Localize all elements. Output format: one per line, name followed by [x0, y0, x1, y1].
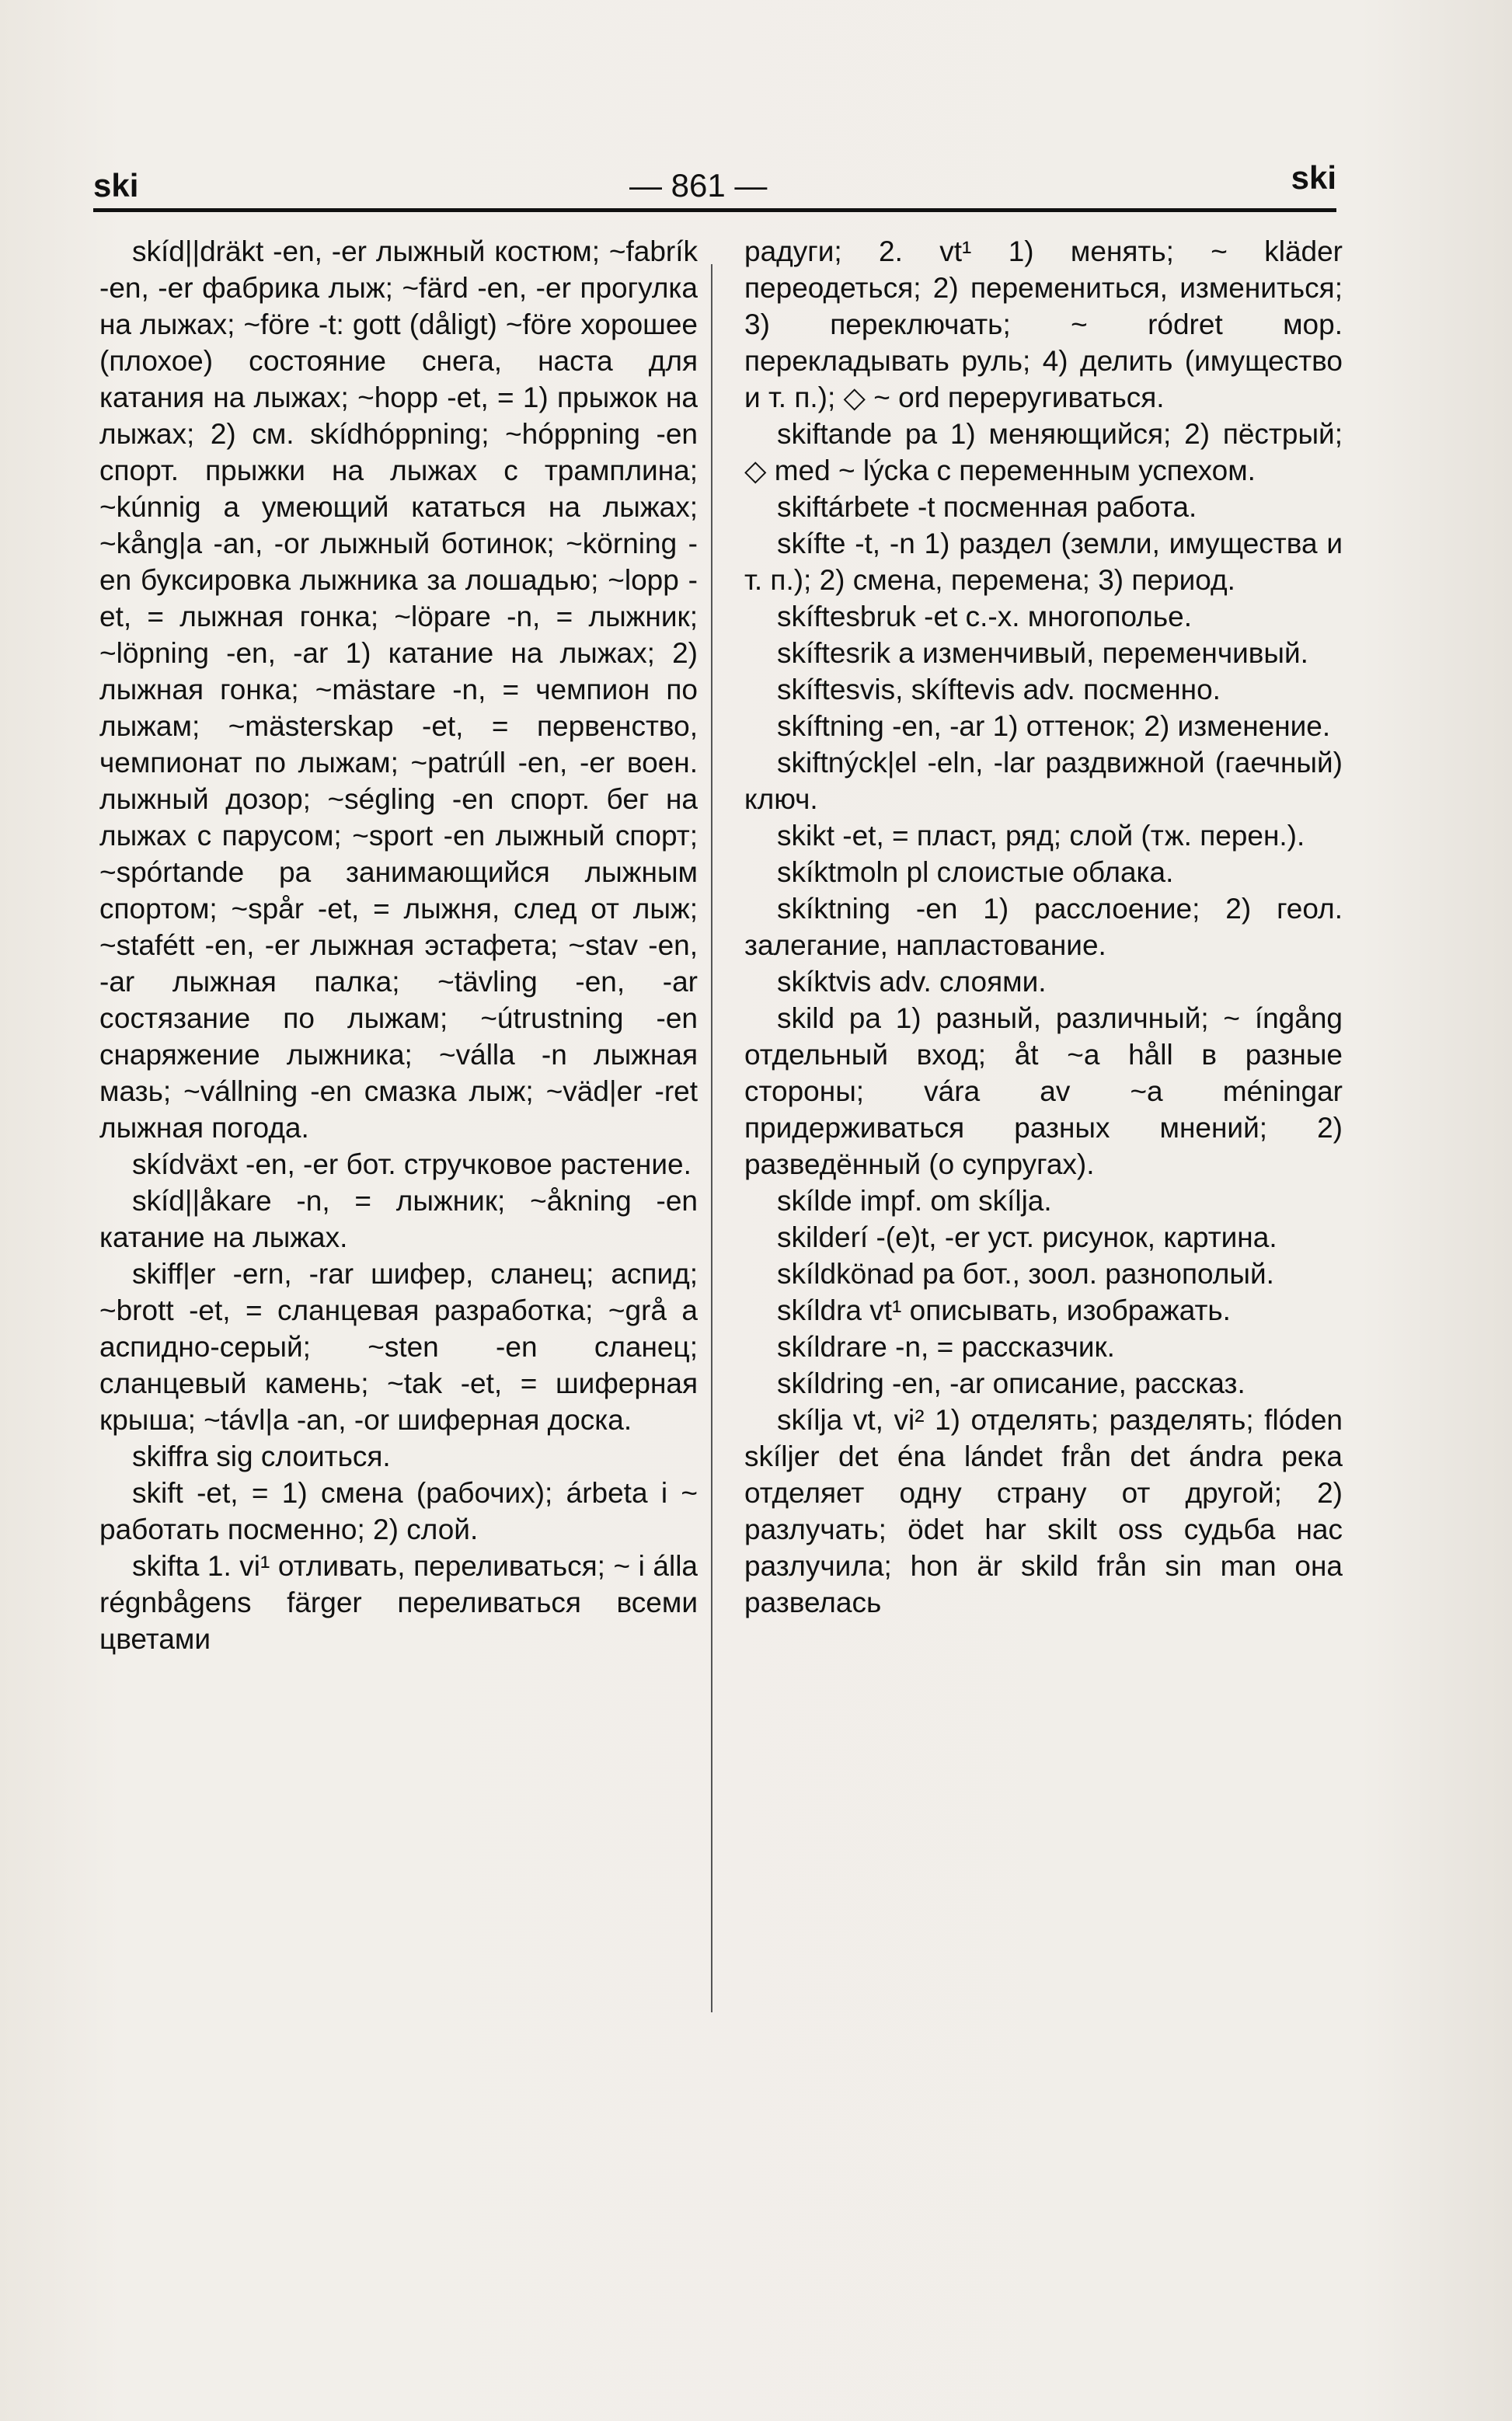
entry: skíftesbruk -et с.-х. многополье.: [777, 601, 1193, 632]
entry: skiff|er -ern, -rar шифер, сланец; аспид; ~brott -et, = сланцевая разработка; ~grå a аспидно-серый; ~sten -en сланец; сланцевый камень; ~tak -et, = шиферная крыша; ~távl|a -an, -or шиферная доска.: [99, 1258, 698, 1436]
entry: skíftesrik a изменчивый, переменчивый.: [777, 637, 1308, 669]
entry: skílde impf. om skílja.: [777, 1185, 1052, 1217]
left-column: [99, 233, 698, 1657]
entry: skiftárbete -t посменная работа.: [777, 491, 1197, 523]
page-header: [93, 152, 1336, 206]
header-rule: [93, 208, 1336, 212]
entry: skíldra vt¹ описывать, изображать.: [777, 1294, 1231, 1326]
entry: skíd||åkare -n, = лыжник; ~åkning -en катание на лыжах.: [99, 1185, 698, 1253]
entry: skílja vt, vi² 1) отделять; разделять; flóden skíljer det éna lándet från det ándra река отделяет одну страну от другой; 2) разлучать; ödet har skilt oss судьба нас разлучила; hon är skild från sin man она развелась: [744, 1404, 1343, 1618]
column-divider: [711, 264, 712, 2012]
entry: skift -et, = 1) смена (рабочих); árbeta i ~ работать посменно; 2) слой.: [99, 1477, 698, 1545]
entry: skíldring -en, -ar описание, рассказ.: [777, 1367, 1245, 1399]
entry: skiftnýck|el -eln, -lar раздвижной (гаечный) ключ.: [744, 747, 1343, 815]
entry: skíftesvis, skíftevis adv. посменно.: [777, 674, 1221, 705]
entry: skíktning -en 1) расслоение; 2) геол. залегание, напластование.: [744, 893, 1343, 961]
page-number: — 861 —: [629, 167, 768, 204]
entry: skikt -et, = пласт, ряд; слой (тж. перен.).: [777, 820, 1305, 852]
right-column: [744, 233, 1343, 1621]
entry: skiftande pa 1) меняющийся; 2) пёстрый; ◇ med ~ lýcka с переменным успехом.: [744, 418, 1343, 486]
entry: skíktvis adv. слоями.: [777, 966, 1047, 998]
entry: skídväxt -en, -er бот. стручковое растение.: [132, 1148, 692, 1180]
entry: skíldrare -n, = рассказчик.: [777, 1331, 1115, 1363]
entry: skífte -t, -n 1) раздел (земли, имущества и т. п.); 2) смена, перемена; 3) период.: [744, 528, 1343, 596]
entry: skifta 1. vi¹ отливать, переливаться; ~ i álla régnbågens färger переливаться всеми цветами: [99, 1550, 698, 1655]
header-left-guide-word: ski: [93, 167, 139, 204]
entry: skíd||dräkt -en, -er лыжный костюм; ~fabrík -en, -er фабрика лыж; ~färd -en, -er прогулка на лыжах; ~före -t: gott (dåligt) ~före хорошее (плохое) состояние снега, наста для катания на лыжах; ~hopp -et, = 1) прыжок на лыжах; 2) см. skídhóppning; ~hóppning -en спорт. прыжки на лыжах с трамплина; ~kúnnig a умеющий кататься на лыжах; ~kång|a -an, -or лыжный ботинок; ~körning -en буксировка лыжника за лошадью; ~lopp -et, = лыжная гонка; ~löpare -n, = лыжник; ~löpning -en, -ar 1) катание на лыжах; 2) лыжная гонка; ~mästare -n, = чемпион по лыжам; ~mästerskap -et, = первенство, чемпионат по лыжам; ~patrúll -en, -er воен. лыжный дозор; ~ségling -en спорт. бег на лыжах с парусом; ~sport -en лыжный спорт; ~spórtande pa занимающийся лыжным спортом; ~spår -et, = лыжня, след от лыж; ~stafétt -en, -er лыжная эстафета; ~stav -en, -ar лыжная палка; ~tävling -en, -ar состязание по лыжам; ~útrustning -en снаряжение лыжника; ~válla -n лыжная мазь; ~vállning -en смазка лыж; ~väd|er -ret лыжная погода.: [99, 235, 698, 1144]
entry: skilderí -(e)t, -er уст. рисунок, картина.: [777, 1221, 1277, 1253]
entry: skíldkönad pa бот., зоол. разнополый.: [777, 1258, 1274, 1290]
entry: радуги; 2. vt¹ 1) менять; ~ kläder переодеться; 2) перемениться, измениться; 3) переключать; ~ ródret мор. перекладывать руль; 4) делить (имущество и т. п.); ◇ ~ ord переругиваться.: [744, 235, 1343, 413]
header-right-guide-word: ski: [1291, 159, 1336, 196]
entry: skíftning -en, -ar 1) оттенок; 2) изменение.: [777, 710, 1331, 742]
entry: skild pa 1) разный, различный; ~ íngång отдельный вход; åt ~a håll в разные стороны; vára av ~a méningar придерживаться разных мнений; 2) разведённый (о супругах).: [744, 1002, 1343, 1180]
entry: skiffra sig слоиться.: [132, 1440, 391, 1472]
entry: skíktmoln pl слоистые облака.: [777, 856, 1174, 888]
